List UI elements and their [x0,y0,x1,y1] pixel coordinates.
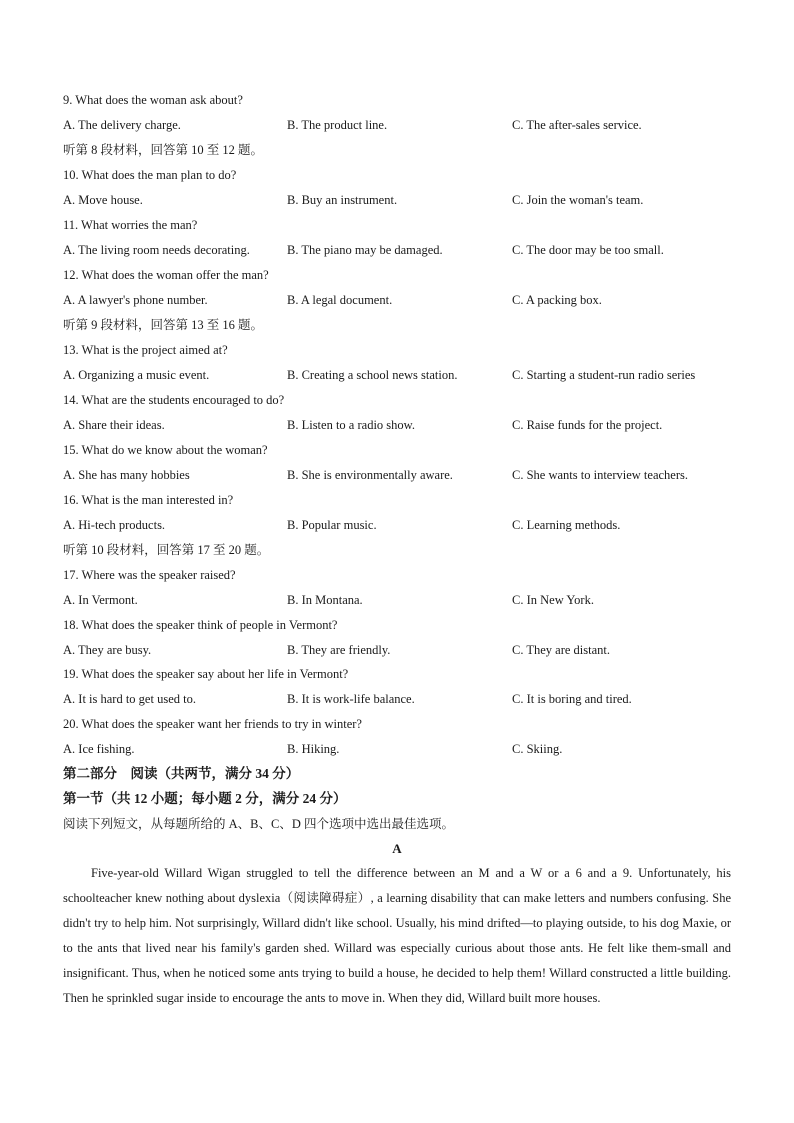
option-20c: C. Skiing. [512,742,563,756]
question-14: 14. What are the students encouraged to do? [63,393,285,407]
question-18: 18. What does the speaker think of people in Vermont? [63,618,338,632]
option-19c: C. It is boring and tired. [512,692,632,706]
part2-section1-title: 第一节（共 12 小题；每小题 2 分，满分 24 分） [63,791,347,806]
option-13c: C. Starting a student-run radio series [512,368,696,382]
part2-instruction: 阅读下列短文，从每题所给的 A、B、C、D 四个选项中选出最佳选项。 [63,817,454,831]
option-10a: A. Move house. [63,193,143,207]
option-15b: B. She is environmentally aware. [287,468,453,482]
question-20: 20. What does the speaker want her friends to try in winter? [63,717,362,731]
passage-body: Five-year-old Willard Wigan struggled to tell the difference between an M and a W or a 6 and a 9. Unfortunately, his schoolteacher knew nothing about dyslexia（阅读障碍症）, a learning disability that can make letters and numbers confusing. She didn't try to help him. Not surprisingly, Willard didn't like school. Usually, his mind drifted—to playing outside, to his dog Maxie, or to the ants that lived near his family's garden shed. Willard was especially curious about those ants. He felt like them-small and insignificant. Thus, when he noticed some ants trying to build a house, he decided to help them! Willard constructed a little building. Then he sprinkled sugar inside to encourage the ants to move in. When they did, Willard built more houses. [63,866,731,1005]
option-16a: A. Hi-tech products. [63,518,166,532]
option-12c: C. A packing box. [512,293,602,307]
option-10c: C. Join the woman's team. [512,193,644,207]
option-11b: B. The piano may be damaged. [287,243,443,257]
question-13: 13. What is the project aimed at? [63,343,228,357]
option-11a: A. The living room needs decorating. [63,243,250,257]
option-18b: B. They are friendly. [287,643,391,657]
option-17c: C. In New York. [512,593,594,607]
option-10b: B. Buy an instrument. [287,193,398,207]
option-12a: A. A lawyer's phone number. [63,293,208,307]
section-8-instruction: 听第 8 段材料，回答第 10 至 12 题。 [63,143,264,157]
option-14b: B. Listen to a radio show. [287,418,415,432]
question-19: 19. What does the speaker say about her life in Vermont? [63,667,349,681]
option-19b: B. It is work-life balance. [287,692,415,706]
section-10-instruction: 听第 10 段材料，回答第 17 至 20 题。 [63,543,270,557]
question-11: 11. What worries the man? [63,218,198,232]
option-14c: C. Raise funds for the project. [512,418,663,432]
option-20b: B. Hiking. [287,742,340,756]
question-9: 9. What does the woman ask about? [63,93,243,107]
option-15a: A. She has many hobbies [63,468,190,482]
option-18a: A. They are busy. [63,643,152,657]
option-14a: A. Share their ideas. [63,418,165,432]
question-10: 10. What does the man plan to do? [63,168,237,182]
question-15: 15. What do we know about the woman? [63,443,268,457]
option-12b: B. A legal document. [287,293,393,307]
option-19a: A. It is hard to get used to. [63,692,196,706]
part2-title: 第二部分 阅读（共两节，满分 34 分） [63,766,300,781]
passage-label: A [392,841,402,856]
option-9a: A. The delivery charge. [63,118,181,132]
option-11c: C. The door may be too small. [512,243,664,257]
option-18c: C. They are distant. [512,643,611,657]
question-17: 17. Where was the speaker raised? [63,568,236,582]
option-9c: C. The after-sales service. [512,118,642,132]
option-13a: A. Organizing a music event. [63,368,210,382]
option-17a: A. In Vermont. [63,593,138,607]
option-9b: B. The product line. [287,118,388,132]
section-9-instruction: 听第 9 段材料，回答第 13 至 16 题。 [63,318,264,332]
passage-text [63,861,731,1011]
question-12: 12. What does the woman offer the man? [63,268,269,282]
option-16b: B. Popular music. [287,518,377,532]
option-20a: A. Ice fishing. [63,742,135,756]
option-16c: C. Learning methods. [512,518,621,532]
option-17b: B. In Montana. [287,593,363,607]
option-13b: B. Creating a school news station. [287,368,458,382]
question-16: 16. What is the man interested in? [63,493,234,507]
option-15c: C. She wants to interview teachers. [512,468,688,482]
